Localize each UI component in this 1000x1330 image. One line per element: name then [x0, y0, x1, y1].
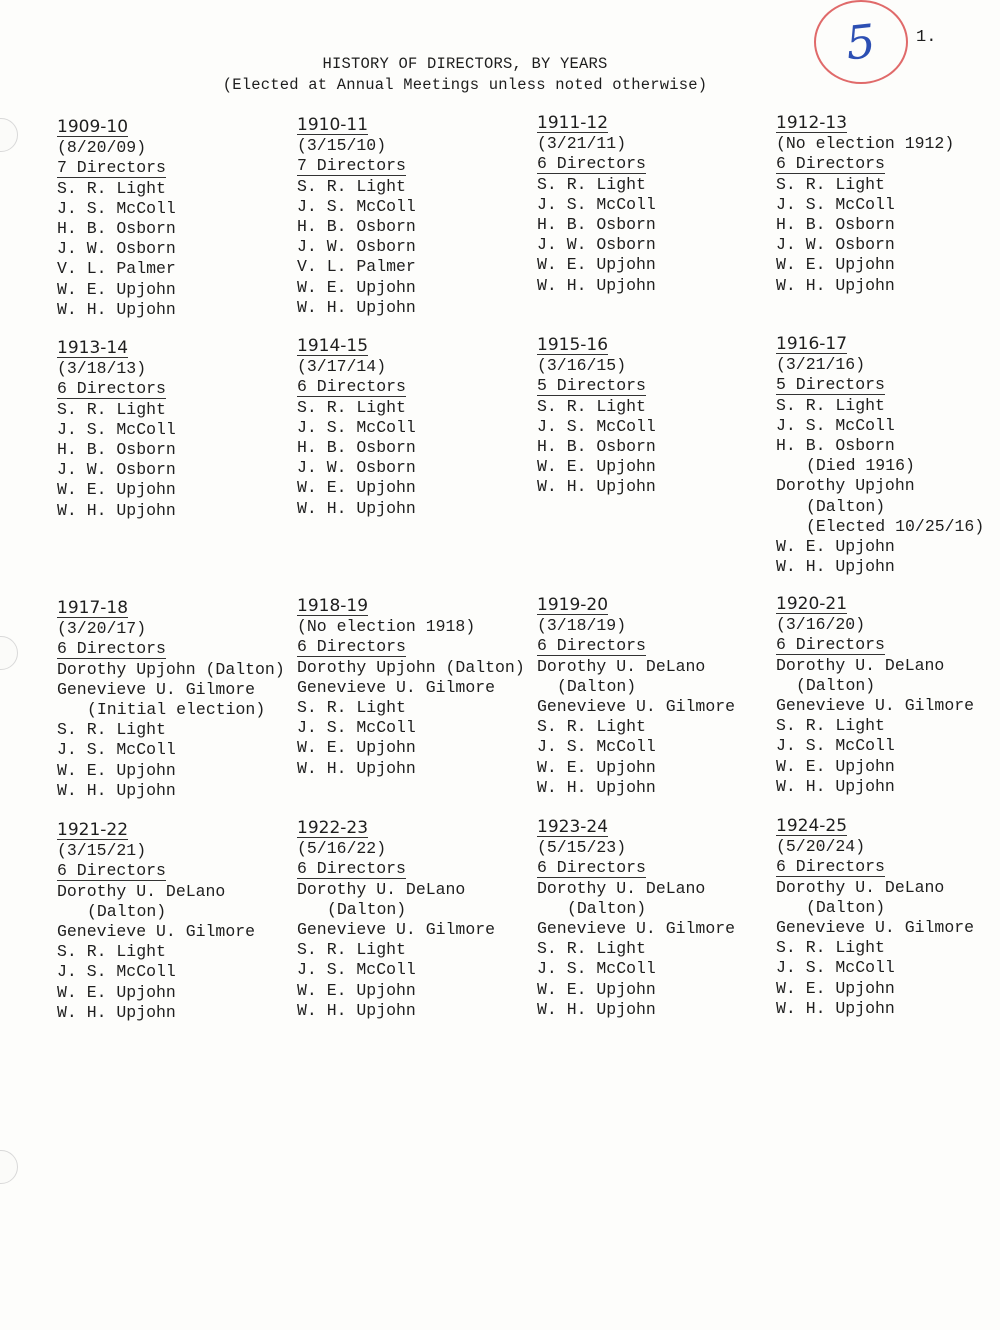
director-name: J. W. Osborn: [776, 235, 895, 255]
director-name: Dorothy U. DeLano: [537, 656, 706, 676]
block-director-count: 6 Directors: [776, 635, 885, 655]
director-name: S. R. Light: [297, 176, 406, 196]
director-name: H. B. Osborn: [776, 435, 895, 455]
director-name: S. R. Light: [57, 942, 166, 962]
block-year: 1923-24: [537, 817, 609, 837]
director-name: W. H. Upjohn: [776, 776, 895, 796]
block-election-date: (3/15/21): [57, 841, 147, 861]
block-year: 1915-16: [537, 335, 609, 355]
director-note: (Dalton): [806, 496, 886, 516]
block-director-count: 6 Directors: [776, 154, 885, 174]
director-block-1919-20: [537, 596, 777, 798]
director-note: (Dalton): [567, 898, 647, 918]
director-name: W. E. Upjohn: [297, 980, 416, 1000]
director-name: J. W. Osborn: [57, 239, 176, 259]
director-name: S. R. Light: [57, 399, 166, 419]
director-name: W. E. Upjohn: [57, 982, 176, 1002]
block-election-date: (3/21/16): [776, 355, 866, 375]
director-name: J. S. McColl: [297, 718, 416, 738]
block-director-count: 5 Directors: [776, 375, 885, 395]
director-name: W. H. Upjohn: [537, 477, 656, 497]
director-name: H. B. Osborn: [537, 214, 656, 234]
block-election-date: (5/16/22): [297, 839, 387, 859]
director-name: Genevieve U. Gilmore: [297, 919, 496, 939]
director-name: J. S. McColl: [57, 962, 176, 982]
director-name: Dorothy Upjohn (Dalton): [297, 657, 525, 677]
block-year: 1922-23: [297, 818, 369, 838]
block-election-date: (3/16/20): [776, 615, 866, 635]
director-block-1923-24: [537, 818, 777, 1020]
block-director-count: 6 Directors: [537, 154, 646, 174]
director-name: S. R. Light: [776, 716, 885, 736]
block-director-count: 6 Directors: [297, 637, 406, 657]
document-header: [0, 54, 930, 96]
block-director-count: 5 Directors: [537, 376, 646, 396]
director-note: (Dalton): [327, 899, 407, 919]
director-block-1924-25: [776, 817, 1000, 1019]
block-director-count: 6 Directors: [57, 379, 166, 399]
director-name: H. B. Osborn: [537, 436, 656, 456]
block-election-date: (8/20/09): [57, 138, 147, 158]
document-subtitle: (Elected at Annual Meetings unless noted otherwise): [222, 76, 708, 94]
block-year: 1912-13: [776, 113, 848, 133]
block-year: 1917-18: [57, 598, 129, 618]
director-name: W. E. Upjohn: [537, 255, 656, 275]
director-name: S. R. Light: [776, 938, 885, 958]
director-name: J. S. McColl: [57, 198, 176, 218]
director-note: (Dalton): [806, 897, 886, 917]
director-name: J. S. McColl: [57, 419, 176, 439]
block-year: 1920-21: [776, 594, 848, 614]
director-name: Dorothy Upjohn (Dalton): [57, 659, 285, 679]
director-name: W. E. Upjohn: [776, 978, 895, 998]
director-name: W. E. Upjohn: [537, 757, 656, 777]
block-election-date: (5/20/24): [776, 837, 866, 857]
director-name: S. R. Light: [776, 174, 885, 194]
director-block-1914-15: [297, 337, 537, 519]
director-name: Genevieve U. Gilmore: [537, 696, 736, 716]
director-block-1922-23: [297, 819, 537, 1021]
director-name: J. W. Osborn: [297, 237, 416, 257]
director-name: H. B. Osborn: [297, 437, 416, 457]
director-name: W. E. Upjohn: [57, 760, 176, 780]
director-name: W. E. Upjohn: [537, 457, 656, 477]
director-name: Dorothy U. DeLano: [57, 881, 226, 901]
director-block-1915-16: [537, 336, 777, 498]
document-title: HISTORY OF DIRECTORS, BY YEARS: [322, 55, 608, 73]
block-election-date: (No election 1912): [776, 134, 955, 154]
director-name: W. H. Upjohn: [57, 1002, 176, 1022]
director-name: W. E. Upjohn: [297, 478, 416, 498]
director-name: S. R. Light: [537, 717, 646, 737]
director-name: S. R. Light: [57, 178, 166, 198]
director-name: J. S. McColl: [537, 737, 656, 757]
director-name: W. E. Upjohn: [776, 756, 895, 776]
director-name: W. E. Upjohn: [537, 979, 656, 999]
director-name: J. W. Osborn: [57, 460, 176, 480]
director-name: S. R. Light: [297, 697, 406, 717]
director-name: S. R. Light: [297, 940, 406, 960]
director-note: (Dalton): [87, 901, 167, 921]
director-block-1911-12: [537, 114, 777, 296]
director-block-1912-13: [776, 114, 1000, 296]
director-name: J. S. McColl: [776, 415, 895, 435]
block-year: 1914-15: [297, 336, 369, 356]
director-name: J. S. McColl: [297, 196, 416, 216]
director-name: J. S. McColl: [297, 417, 416, 437]
block-election-date: (5/15/23): [537, 838, 627, 858]
director-note: (Initial election): [87, 699, 266, 719]
director-name: W. H. Upjohn: [776, 557, 895, 577]
director-name: V. L. Palmer: [297, 257, 416, 277]
block-director-count: 7 Directors: [297, 156, 406, 176]
director-name: J. W. Osborn: [537, 235, 656, 255]
director-name: J. W. Osborn: [297, 458, 416, 478]
director-name: W. E. Upjohn: [776, 536, 895, 556]
block-election-date: (3/21/11): [537, 134, 627, 154]
director-name: Genevieve U. Gilmore: [537, 918, 736, 938]
director-name: J. S. McColl: [537, 194, 656, 214]
director-name: W. H. Upjohn: [57, 299, 176, 319]
director-name: Genevieve U. Gilmore: [297, 677, 496, 697]
block-election-date: (3/17/14): [297, 357, 387, 377]
director-name: J. S. McColl: [57, 740, 176, 760]
block-year: 1918-19: [297, 596, 369, 616]
director-name: V. L. Palmer: [57, 259, 176, 279]
director-name: S. R. Light: [537, 396, 646, 416]
director-name: W. E. Upjohn: [297, 277, 416, 297]
binder-hole-top: [0, 118, 18, 152]
director-name: W. H. Upjohn: [776, 998, 895, 1018]
director-name: S. R. Light: [776, 395, 885, 415]
director-name: W. H. Upjohn: [776, 275, 895, 295]
director-name: W. E. Upjohn: [57, 279, 176, 299]
block-year: 1913-14: [57, 338, 129, 358]
director-name: Genevieve U. Gilmore: [57, 679, 256, 699]
director-name: W. E. Upjohn: [297, 738, 416, 758]
block-director-count: 6 Directors: [297, 859, 406, 879]
director-name: J. S. McColl: [537, 416, 656, 436]
director-block-1917-18: [57, 599, 297, 801]
director-note: (Dalton): [796, 675, 876, 695]
director-name: Genevieve U. Gilmore: [776, 695, 975, 715]
director-name: S. R. Light: [537, 939, 646, 959]
director-name: S. R. Light: [537, 174, 646, 194]
director-name: J. S. McColl: [297, 960, 416, 980]
director-block-1920-21: [776, 595, 1000, 797]
block-year: 1911-12: [537, 113, 609, 133]
block-election-date: (3/18/19): [537, 616, 627, 636]
director-name: H. B. Osborn: [57, 218, 176, 238]
director-name: Genevieve U. Gilmore: [57, 921, 256, 941]
director-name: W. H. Upjohn: [537, 999, 656, 1019]
director-name: W. H. Upjohn: [57, 500, 176, 520]
director-name: J. S. McColl: [776, 958, 895, 978]
block-director-count: 6 Directors: [297, 377, 406, 397]
block-election-date: (3/20/17): [57, 619, 147, 639]
block-director-count: 7 Directors: [57, 158, 166, 178]
director-block-1913-14: [57, 339, 297, 521]
director-name: S. R. Light: [57, 720, 166, 740]
block-director-count: 6 Directors: [57, 639, 166, 659]
director-name: W. H. Upjohn: [297, 758, 416, 778]
director-name: J. S. McColl: [537, 959, 656, 979]
block-election-date: (3/15/10): [297, 136, 387, 156]
director-name: W. H. Upjohn: [57, 780, 176, 800]
block-director-count: 6 Directors: [57, 861, 166, 881]
block-year: 1909-10: [57, 117, 129, 137]
director-name: J. S. McColl: [776, 194, 895, 214]
block-year: 1910-11: [297, 115, 369, 135]
director-note: (Dalton): [557, 676, 637, 696]
director-block-1916-17: [776, 335, 1000, 577]
block-election-date: (3/18/13): [57, 359, 147, 379]
director-name: W. H. Upjohn: [297, 498, 416, 518]
block-election-date: (3/16/15): [537, 356, 627, 376]
block-director-count: 6 Directors: [537, 858, 646, 878]
director-name: Dorothy U. DeLano: [537, 878, 706, 898]
director-name: Dorothy Upjohn: [776, 476, 915, 496]
director-block-1910-11: [297, 116, 537, 318]
block-election-date: (No election 1918): [297, 617, 476, 637]
director-name: H. B. Osborn: [57, 439, 176, 459]
director-note: (Died 1916): [806, 456, 915, 476]
block-director-count: 6 Directors: [776, 857, 885, 877]
director-name: Dorothy U. DeLano: [776, 655, 945, 675]
block-year: 1921-22: [57, 820, 129, 840]
director-name: W. E. Upjohn: [776, 255, 895, 275]
block-director-count: 6 Directors: [537, 636, 646, 656]
director-name: W. E. Upjohn: [57, 480, 176, 500]
block-year: 1919-20: [537, 595, 609, 615]
director-name: Dorothy U. DeLano: [297, 879, 466, 899]
director-name: W. H. Upjohn: [537, 777, 656, 797]
block-year: 1916-17: [776, 334, 848, 354]
director-name: W. H. Upjohn: [537, 275, 656, 295]
director-block-1918-19: [297, 597, 537, 779]
binder-hole-bottom: [0, 1150, 18, 1184]
director-name: H. B. Osborn: [776, 214, 895, 234]
stamp-number: 5: [843, 13, 879, 71]
director-name: J. S. McColl: [776, 736, 895, 756]
page-number: 1.: [916, 28, 937, 47]
director-block-1921-22: [57, 821, 297, 1023]
director-name: S. R. Light: [297, 397, 406, 417]
director-name: Dorothy U. DeLano: [776, 877, 945, 897]
director-block-1909-10: [57, 118, 297, 320]
director-name: W. H. Upjohn: [297, 297, 416, 317]
block-year: 1924-25: [776, 816, 848, 836]
director-name: W. H. Upjohn: [297, 1000, 416, 1020]
director-name: Genevieve U. Gilmore: [776, 917, 975, 937]
binder-hole-middle: [0, 636, 18, 670]
director-name: H. B. Osborn: [297, 216, 416, 236]
director-note: (Elected 10/25/16): [806, 516, 985, 536]
